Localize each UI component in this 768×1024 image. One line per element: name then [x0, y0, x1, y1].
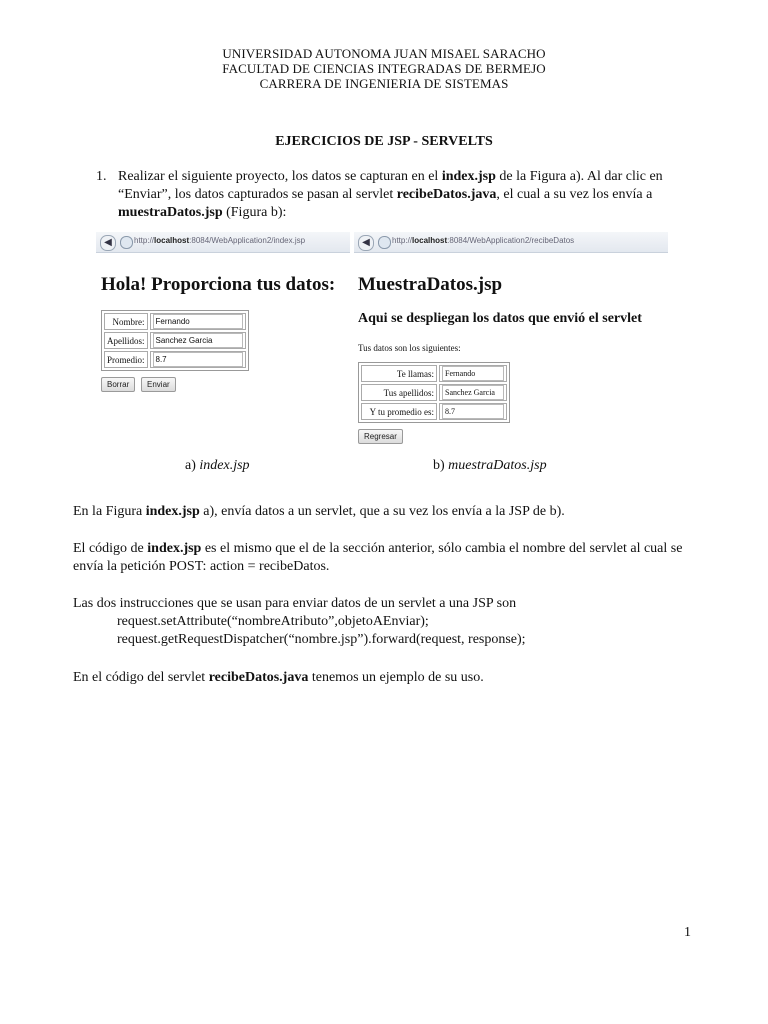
- table-row: [361, 384, 507, 401]
- table-row: [104, 351, 246, 368]
- apellidos-cell: [150, 332, 246, 349]
- promedio-label: Promedio:: [104, 351, 148, 368]
- header-career: CARRERA DE INGENIERIA DE SISTEMAS: [259, 76, 509, 91]
- item-text: Realizar el siguiente proyecto, los datos se capturan en el index.jsp de la Figura a). Al dar clic en “Enviar”, los datos capturados se pasan al servlet recibeDatos.java, el cual a su vez los envía a muestraDatos.jsp (Figura b):: [118, 169, 663, 220]
- apellidos-result-cell: [439, 384, 507, 401]
- promedio-input[interactable]: 8.7: [153, 352, 243, 367]
- figure-b-screenshot: [354, 232, 668, 444]
- paragraph-4: En el código del servlet recibeDatos.java tenemos un ejemplo de su uso.: [73, 670, 484, 685]
- result-table: [358, 362, 510, 423]
- back-arrow-icon: ◀: [358, 235, 374, 251]
- globe-icon: [120, 236, 133, 249]
- figure-a-screenshot: [96, 232, 350, 402]
- address-url: http://localhost:8084/WebApplication2/recibeDatos: [392, 236, 575, 245]
- regresar-button[interactable]: Regresar: [358, 429, 403, 444]
- apellidos-input[interactable]: Sanchez Garcia: [153, 333, 243, 348]
- nombre-result-cell: [439, 365, 507, 382]
- result-intro-text: Tus datos son los siguientes:: [358, 343, 461, 353]
- table-row: [104, 313, 246, 330]
- apellidos-result-value: Sanchez Garcia: [442, 385, 504, 400]
- enviar-button[interactable]: Enviar: [141, 377, 176, 392]
- page-number: 1: [684, 925, 691, 940]
- nombre-result-label: Te llamas:: [361, 365, 437, 382]
- nombre-input[interactable]: Fernando: [153, 314, 243, 329]
- figure-a-caption: a) index.jsp: [185, 458, 250, 473]
- nombre-result-value: Fernando: [442, 366, 504, 381]
- item-number: 1.: [96, 169, 107, 184]
- borrar-button[interactable]: Borrar: [101, 377, 135, 392]
- promedio-result-value: 8.7: [442, 404, 504, 419]
- promedio-result-label: Y tu promedio es:: [361, 403, 437, 420]
- table-row: [104, 332, 246, 349]
- address-url: http://localhost:8084/WebApplication2/index.jsp: [134, 236, 306, 245]
- code-line-forward: request.getRequestDispatcher(“nombre.jsp”).forward(request, response);: [117, 632, 526, 647]
- browser-address-bar: [354, 232, 668, 253]
- figure-b-caption: b) muestraDatos.jsp: [433, 458, 547, 473]
- table-row: [361, 403, 507, 420]
- result-page-heading: MuestraDatos.jsp: [358, 274, 503, 295]
- result-subheading: Aqui se despliegan los datos que envió el servlet: [358, 311, 642, 326]
- code-line-set-attribute: request.setAttribute(“nombreAtributo”,objetoAEnviar);: [117, 614, 429, 629]
- globe-icon: [378, 236, 391, 249]
- institution-header: [0, 46, 768, 91]
- promedio-result-cell: [439, 403, 507, 420]
- data-form-table: [101, 310, 249, 371]
- paragraph-2: El código de index.jsp es el mismo que el de la sección anterior, sólo cambia el nombre del servlet al cual se envía la petición POST: action = recibeDatos.: [73, 541, 683, 574]
- form-heading: Hola! Proporciona tus datos:: [101, 274, 336, 295]
- header-faculty: FACULTAD DE CIENCIAS INTEGRADAS DE BERMEJO: [222, 61, 546, 76]
- promedio-cell: [150, 351, 246, 368]
- paragraph-1: En la Figura index.jsp a), envía datos a un servlet, que a su vez los envía a la JSP de b).: [73, 504, 565, 519]
- apellidos-result-label: Tus apellidos:: [361, 384, 437, 401]
- paragraph-3: [73, 595, 703, 649]
- browser-address-bar: [96, 232, 350, 253]
- header-university: UNIVERSIDAD AUTONOMA JUAN MISAEL SARACHO: [222, 46, 546, 61]
- apellidos-label: Apellidos:: [104, 332, 148, 349]
- table-row: [361, 365, 507, 382]
- nombre-cell: [150, 313, 246, 330]
- back-arrow-icon: ◀: [100, 235, 116, 251]
- paragraph-3-intro: Las dos instrucciones que se usan para enviar datos de un servlet a una JSP son: [73, 596, 517, 611]
- page-title: EJERCICIOS DE JSP - SERVELTS: [275, 134, 493, 149]
- nombre-label: Nombre:: [104, 313, 148, 330]
